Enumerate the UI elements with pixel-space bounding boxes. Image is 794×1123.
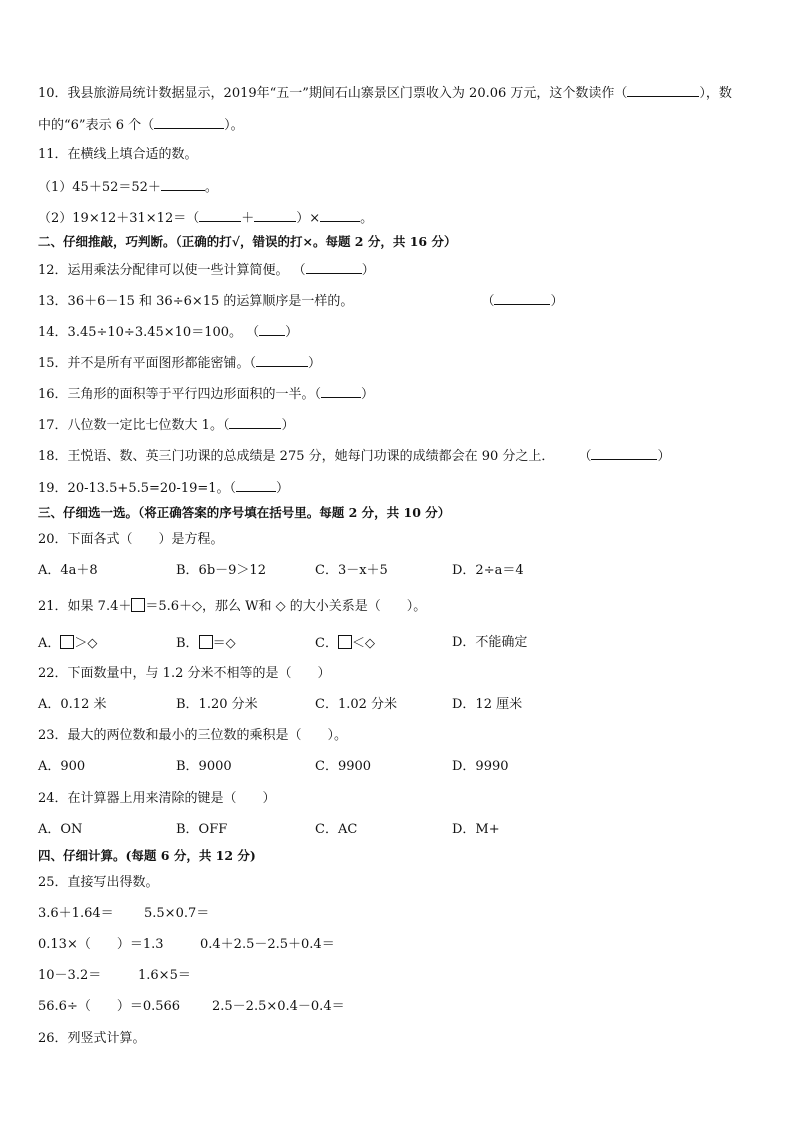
question-16-text: 16．三角形的面积等于平行四边形面积的一半。（ xyxy=(38,387,322,402)
question-23-stem: 23．最大的两位数和最小的三位数的乘积是（ ）。 xyxy=(38,728,348,743)
question-22-stem: 22．下面数量中，与 1.2 分米不相等的是（ ） xyxy=(38,666,331,681)
question-11-part-1-text: （1）45＋52＝52＋ xyxy=(38,180,161,195)
question-23-option-c[interactable]: C．9900 xyxy=(315,759,372,774)
question-11-title: 11．在横线上填合适的数。 xyxy=(38,147,198,162)
question-19-text: 19．20-13.5+5.5=20-19=1。（ xyxy=(38,481,237,496)
question-21-text: 21．如果 7.4＋ xyxy=(38,599,132,614)
paren-close: ） xyxy=(276,481,290,496)
option-letter: C． xyxy=(315,636,338,651)
question-11-part-2 xyxy=(38,209,373,227)
question-21-option-b[interactable] xyxy=(176,635,236,652)
paren-close: ） xyxy=(361,387,375,402)
question-22-option-b[interactable]: B．1.20 分米 xyxy=(176,697,258,712)
answer-blank[interactable] xyxy=(627,84,699,97)
answer-blank[interactable] xyxy=(229,416,281,429)
question-15 xyxy=(38,354,321,372)
question-13-text: 13．36＋6－15 和 36÷6×15 的运算顺序是一样的。 xyxy=(38,294,354,309)
question-17-text: 17．八位数一定比七位数大 1。（ xyxy=(38,418,230,433)
question-21-option-c[interactable] xyxy=(315,635,375,652)
question-21-option-a[interactable] xyxy=(38,635,97,652)
question-22-option-c[interactable]: C．1.02 分米 xyxy=(315,697,398,712)
answer-blank[interactable] xyxy=(236,479,276,492)
answer-blank[interactable] xyxy=(591,447,657,460)
question-22-option-d[interactable]: D．12 厘米 xyxy=(452,697,523,712)
question-10-line-1 xyxy=(38,84,732,102)
option-letter: A． xyxy=(38,636,61,651)
question-10-text: 10．我县旅游局统计数据显示，2019年“五一”期间石山寨景区门票收入为 20.06 万元，这个数读作（ xyxy=(38,86,628,101)
answer-blank[interactable] xyxy=(259,323,285,336)
paren-close: ） xyxy=(285,325,299,340)
question-18-text: 18．王悦语、数、英三门功课的总成绩是 275 分，她每门功课的成绩都会在 90 分之上． xyxy=(38,449,555,464)
square-box-icon xyxy=(199,635,213,649)
option-text: ＜◇ xyxy=(351,636,375,651)
calc-item: 10－3.2＝ xyxy=(38,968,102,983)
calc-item: 56.6÷（ ）＝0.566 xyxy=(38,999,181,1014)
calc-item: 0.13×（ ）＝1.3 xyxy=(38,937,164,952)
calc-item: 0.4＋2.5－2.5＋0.4＝ xyxy=(200,937,335,952)
times-sign: ）× xyxy=(296,211,321,226)
question-24-option-b[interactable]: B．OFF xyxy=(176,822,228,837)
question-20-option-d[interactable]: D．2÷a＝4 xyxy=(452,563,524,578)
calc-item: 5.5×0.7＝ xyxy=(144,906,210,921)
question-21-text-2: ＝5.6＋◇，那么 W和 ◇ 的大小关系是（ ）。 xyxy=(145,599,427,614)
section-3-heading: 三、仔细选一选。（将正确答案的序号填在括号里。每题 2 分，共 10 分） xyxy=(38,505,451,520)
section-2-heading: 二、仔细推敲，巧判断。（正确的打√，错误的打×。每题 2 分，共 16 分） xyxy=(38,234,457,249)
answer-blank[interactable] xyxy=(306,261,362,274)
question-20-option-c[interactable]: C．3－x＋5 xyxy=(315,563,388,578)
question-24-option-c[interactable]: C．AC xyxy=(315,822,358,837)
punct: 。 xyxy=(204,180,218,195)
question-24-stem: 24．在计算器上用来清除的键是（ ） xyxy=(38,791,276,806)
question-10-line-2 xyxy=(38,116,244,134)
question-20-stem: 20．下面各式（ ）是方程。 xyxy=(38,532,224,547)
option-letter: B． xyxy=(176,636,199,651)
question-11-part-1 xyxy=(38,178,218,196)
answer-blank[interactable] xyxy=(321,385,361,398)
answer-blank[interactable] xyxy=(161,178,205,191)
answer-blank[interactable] xyxy=(254,209,296,222)
question-26-title: 26．列竖式计算。 xyxy=(38,1031,146,1046)
question-24-option-d[interactable]: D．M+ xyxy=(452,822,500,837)
calc-item: 1.6×5＝ xyxy=(138,968,191,983)
paren-close: ） xyxy=(308,356,322,371)
question-10-text-2-end: ）。 xyxy=(224,118,244,133)
square-box-icon xyxy=(60,635,74,649)
question-12-text: 12．运用乘法分配律可以使一些计算简便。 （ xyxy=(38,263,306,278)
paren-close: ） xyxy=(361,263,375,278)
paren-close: ） xyxy=(550,294,564,309)
square-box-icon xyxy=(338,635,352,649)
question-13 xyxy=(38,292,563,310)
question-16 xyxy=(38,385,374,403)
answer-blank[interactable] xyxy=(154,116,224,129)
calc-item: 2.5－2.5×0.4－0.4＝ xyxy=(212,999,345,1014)
question-23-option-d[interactable]: D．9990 xyxy=(452,759,509,774)
plus-sign: ＋ xyxy=(241,211,255,226)
question-21-option-d[interactable]: D．不能确定 xyxy=(452,635,528,650)
question-15-text: 15．并不是所有平面图形都能密铺。（ xyxy=(38,356,257,371)
section-4-heading: 四、仔细计算。(每题 6 分，共 12 分) xyxy=(38,848,256,863)
answer-blank[interactable] xyxy=(256,354,308,367)
square-box-icon xyxy=(131,598,145,612)
question-10-text-2: 中的“6”表示 6 个（ xyxy=(38,118,155,133)
question-12 xyxy=(38,261,375,279)
question-20-option-b[interactable]: B．6b－9＞12 xyxy=(176,563,266,578)
question-24-option-a[interactable]: A．ON xyxy=(38,822,83,837)
punct: 。 xyxy=(360,211,374,226)
paren-close: ） xyxy=(281,418,295,433)
question-21-stem xyxy=(38,598,426,615)
answer-blank[interactable] xyxy=(199,209,241,222)
question-14-text: 14．3.45÷10÷3.45×10＝100。 （ xyxy=(38,325,260,340)
question-17 xyxy=(38,416,294,434)
question-11-part-2-text: （2）19×12＋31×12＝（ xyxy=(38,211,200,226)
question-10-text-end: ），数 xyxy=(699,86,732,101)
question-20-option-a[interactable]: A．4a＋8 xyxy=(38,563,98,578)
paren-open: （ xyxy=(481,294,495,309)
question-23-option-b[interactable]: B．9000 xyxy=(176,759,232,774)
answer-blank[interactable] xyxy=(494,292,550,305)
question-23-option-a[interactable]: A．900 xyxy=(38,759,86,774)
question-18 xyxy=(38,447,670,465)
paren-open: （ xyxy=(578,449,592,464)
calc-item: 3.6＋1.64＝ xyxy=(38,906,114,921)
question-19 xyxy=(38,479,289,497)
option-text: ＞◇ xyxy=(74,636,98,651)
question-22-option-a[interactable]: A．0.12 米 xyxy=(38,697,107,712)
question-14 xyxy=(38,323,298,341)
answer-blank[interactable] xyxy=(320,209,360,222)
question-25-title: 25．直接写出得数。 xyxy=(38,875,159,890)
option-text: ＝◇ xyxy=(212,636,236,651)
paren-close: ） xyxy=(657,449,671,464)
